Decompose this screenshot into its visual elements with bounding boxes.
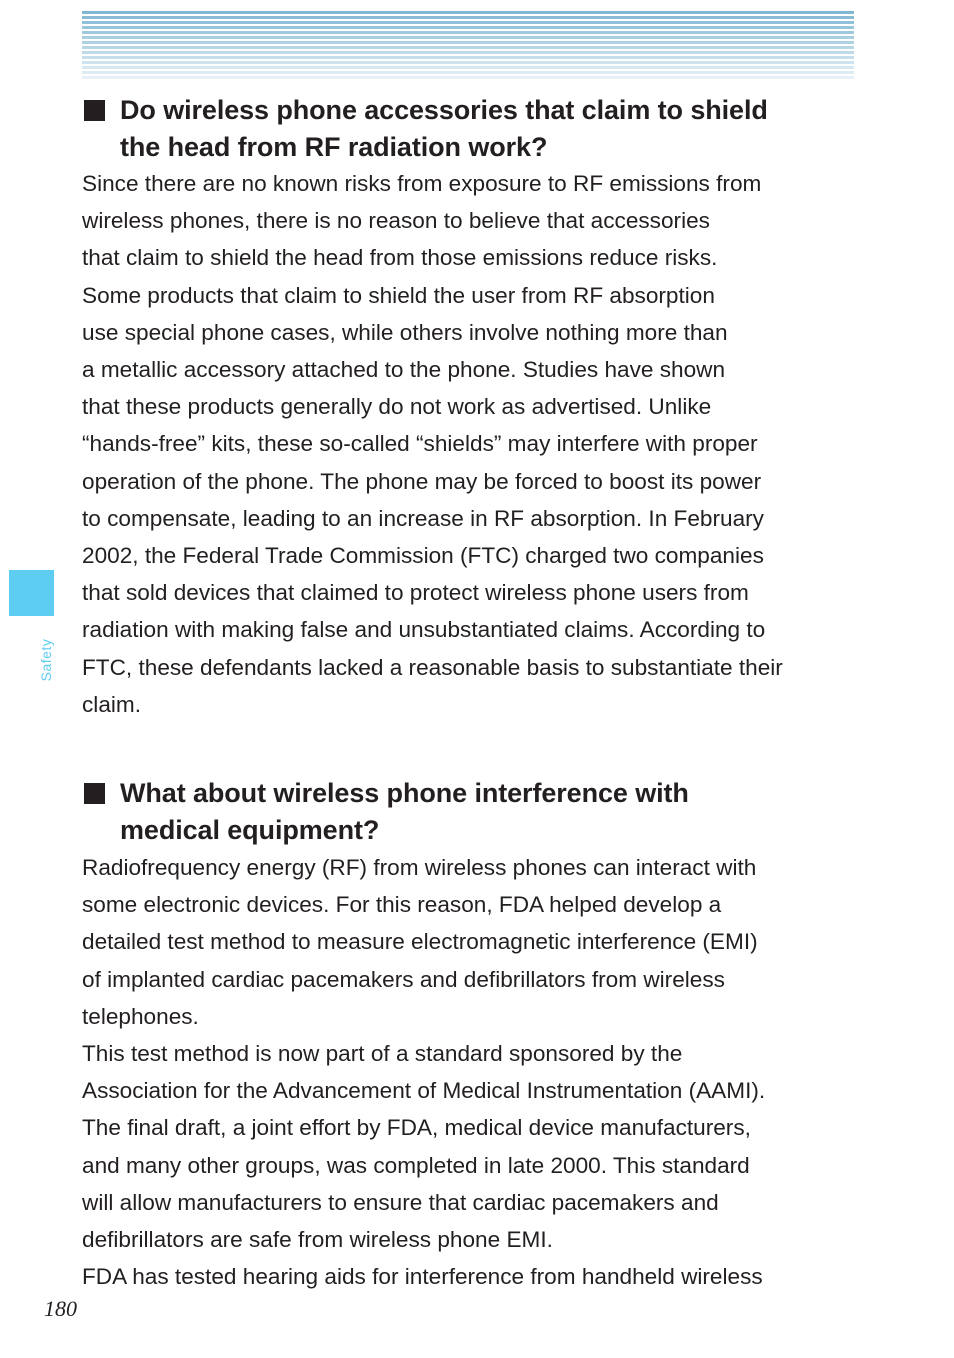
body-line: FDA has tested hearing aids for interference from handheld wireless	[82, 1264, 763, 1290]
section-tab-label: Safety	[38, 638, 54, 682]
body-line: Since there are no known risks from exposure to RF emissions from	[82, 171, 762, 196]
body-line: Some products that claim to shield the user from RF absorption	[82, 282, 715, 308]
section-heading	[82, 92, 857, 166]
section-rf-shield-accessories	[82, 92, 857, 723]
body-line: to compensate, leading to an increase in RF absorption. In February	[82, 505, 764, 531]
body-line: use special phone cases, while others involve nothing more than	[82, 319, 728, 345]
body-line: a metallic accessory attached to the phone. Studies have shown	[82, 357, 726, 383]
body-line: wireless phones, there is no reason to believe that accessories	[82, 208, 710, 234]
body-line: of implanted cardiac pacemakers and defibrillators from wireless	[82, 966, 725, 992]
body-line: detailed test method to measure electromagnetic interference (EMI)	[82, 929, 758, 955]
page-content	[82, 92, 857, 1295]
body-line: that claim to shield the head from those emissions reduce risks.	[82, 245, 718, 271]
heading-line: the head from RF radiation work?	[120, 132, 548, 162]
heading-line: What about wireless phone interference with	[120, 778, 689, 809]
body-line: will allow manufacturers to ensure that cardiac pacemakers and	[82, 1189, 719, 1215]
body-line: that these products generally do not work as advertised. Unlike	[82, 394, 712, 420]
body-line: defibrillators are safe from wireless phone EMI.	[82, 1227, 553, 1253]
section-medical-interference	[82, 775, 857, 1295]
section-body	[82, 849, 857, 1295]
header-stripe-band	[82, 11, 854, 79]
section-tab-marker	[9, 570, 54, 616]
body-line: and many other groups, was completed in late 2000. This standard	[82, 1152, 750, 1178]
body-line: some electronic devices. For this reason, FDA helped develop a	[82, 892, 722, 918]
heading-line: Do wireless phone accessories that claim to shield	[120, 95, 768, 125]
square-bullet-icon	[84, 783, 105, 804]
body-line: claim.	[82, 691, 141, 717]
heading-line: medical equipment?	[120, 815, 380, 846]
body-line: operation of the phone. The phone may be forced to boost its power	[82, 468, 762, 494]
section-body	[82, 165, 857, 723]
body-line: that sold devices that claimed to protect wireless phone users from	[82, 580, 749, 606]
body-line: The final draft, a joint effort by FDA, medical device manufacturers,	[82, 1115, 751, 1141]
section-heading	[82, 775, 857, 849]
body-line: FTC, these defendants lacked a reasonable basis to substantiate their	[82, 654, 783, 680]
body-line: 2002, the Federal Trade Commission (FTC) charged two companies	[82, 543, 764, 569]
body-line: This test method is now part of a standard sponsored by the	[82, 1041, 683, 1067]
body-line: “hands-free” kits, these so-called “shields” may interfere with proper	[82, 431, 758, 457]
body-line: Association for the Advancement of Medical Instrumentation (AAMI).	[82, 1078, 766, 1104]
body-line: Radiofrequency energy (RF) from wireless phones can interact with	[82, 855, 757, 881]
body-line: radiation with making false and unsubstantiated claims. According to	[82, 617, 766, 643]
page-number: 180	[44, 1296, 77, 1321]
square-bullet-icon	[84, 100, 105, 121]
body-line: telephones.	[82, 1003, 199, 1029]
